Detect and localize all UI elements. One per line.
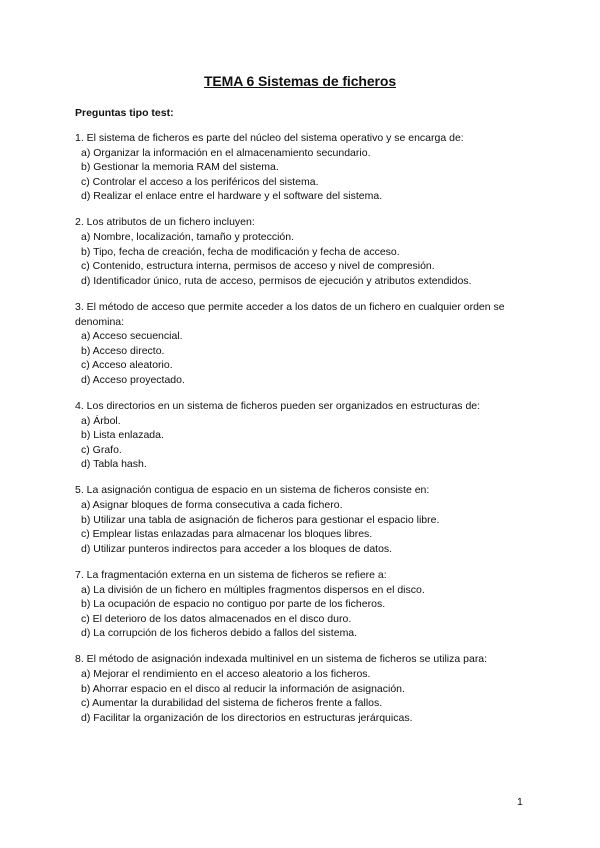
option-c: c) Contenido, estructura interna, permisos de acceso y nivel de compresión. [81,260,435,273]
option-d: d) Tabla hash. [81,458,147,471]
option-c: c) Emplear listas enlazadas para almacenar los bloques libres. [81,528,373,541]
question-text: 1. El sistema de ficheros es parte del núcleo del sistema operativo y se encarga de: [75,132,464,144]
option-c: c) Acceso aleatorio. [81,359,173,372]
option-list [75,146,535,204]
option-list [75,329,535,387]
question-text: 8. El método de asignación indexada multinivel en un sistema de ficheros se utiliza para: [75,653,488,666]
option-c: c) El deterioro de los datos almacenados en el disco duro. [81,612,352,625]
option-a: a) Organizar la información en el almacenamiento secundario. [81,146,371,159]
option-b: b) Utilizar una tabla de asignación de ficheros para gestionar el espacio libre. [81,513,440,526]
option-d: d) Utilizar punteros indirectos para acceder a los bloques de datos. [81,542,393,555]
question-text: 7. La fragmentación externa en un sistema de ficheros se refiere a: [75,568,387,581]
question-text: 2. Los atributos de un fichero incluyen: [75,216,255,229]
option-a: a) Árbol. [81,414,121,427]
option-list [75,583,535,641]
option-c: c) Grafo. [81,443,122,456]
question-2 [75,215,535,288]
page-number: 1 [517,796,523,808]
option-b: b) Acceso directo. [81,344,165,357]
option-a: a) Asignar bloques de forma consecutiva a cada fichero. [81,499,343,512]
question-text: 3. El método de acceso que permite acceder a los datos de un fichero en cualquier orden se denomina: [75,300,505,328]
option-a: a) Mejorar el rendimiento en el acceso aleatorio a los ficheros. [81,668,371,680]
option-d: d) Facilitar la organización de los directorios en estructuras jerárquicas. [81,711,413,724]
option-list [75,230,535,288]
option-b: b) Ahorrar espacio en el disco al reducir la información de asignación. [81,682,405,695]
question-1 [75,131,535,204]
option-b: b) Gestionar la memoria RAM del sistema. [81,161,279,174]
question-8 [75,652,535,725]
option-b: b) Tipo, fecha de creación, fecha de modificación y fecha de acceso. [81,245,400,258]
option-d: d) Acceso proyectado. [81,373,185,386]
option-list [75,667,535,725]
question-list [75,131,535,737]
option-a: a) La división de un fichero en múltiples fragmentos dispersos en el disco. [81,583,425,596]
option-list [75,414,535,472]
question-text: 5. La asignación contigua de espacio en un sistema de ficheros consiste en: [75,484,430,497]
option-c: c) Aumentar la durabilidad del sistema de ficheros frente a fallos. [81,697,383,710]
option-b: b) Lista enlazada. [81,429,164,442]
option-c: c) Controlar el acceso a los periféricos del sistema. [81,175,319,188]
option-d: d) Realizar el enlace entre el hardware y el software del sistema. [81,190,383,203]
question-3 [75,300,535,388]
option-list [75,498,535,556]
question-7 [75,568,535,641]
section-subtitle: Preguntas tipo test: [75,107,174,119]
question-4 [75,399,535,472]
option-d: d) Identificador único, ruta de acceso, permisos de ejecución y atributos extendidos. [81,274,472,287]
page-title: TEMA 6 Sistemas de ficheros [203,73,397,89]
option-a: a) Nombre, localización, tamaño y protección. [81,231,295,244]
question-5 [75,483,535,556]
option-a: a) Acceso secuencial. [81,330,183,343]
question-text: 4. Los directorios en un sistema de ficheros pueden ser organizados en estructuras de: [75,400,481,412]
option-d: d) La corrupción de los ficheros debido a fallos del sistema. [81,627,358,640]
option-b: b) La ocupación de espacio no contiguo por parte de los ficheros. [81,598,386,611]
